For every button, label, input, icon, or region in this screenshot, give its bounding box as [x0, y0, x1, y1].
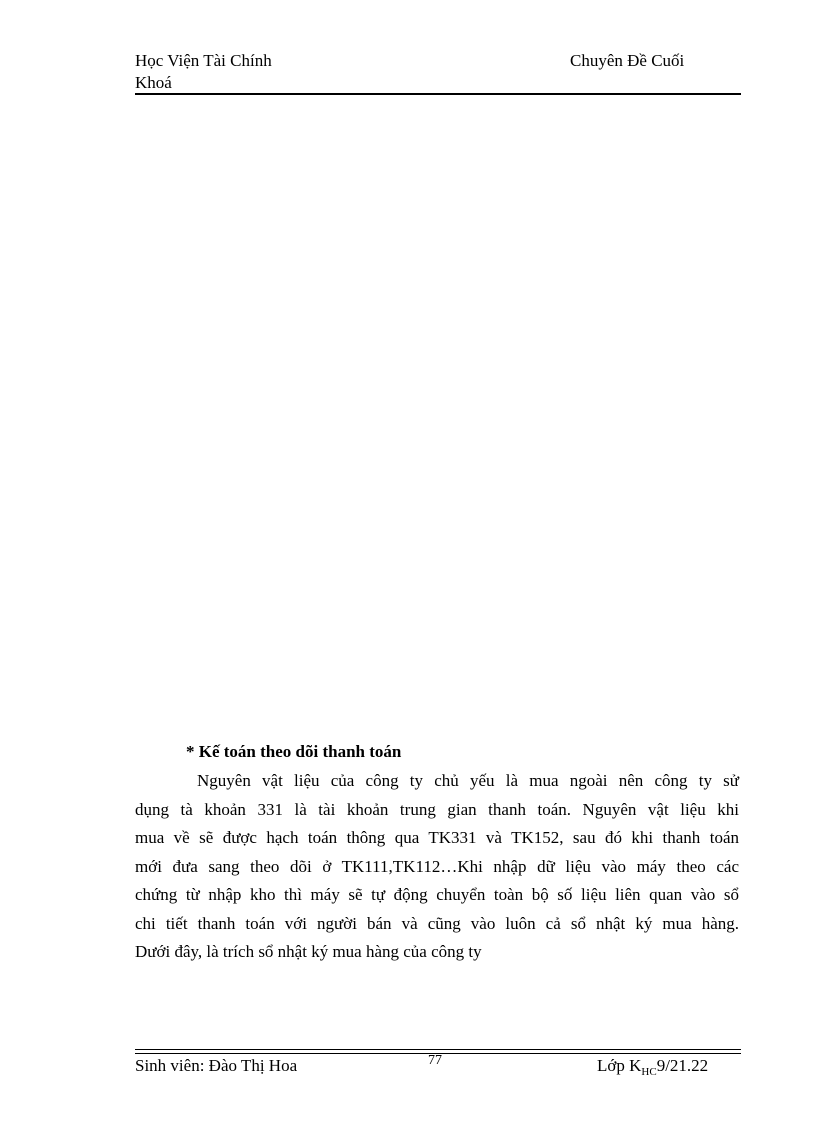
paragraph-line: chi tiết thanh toán với người bán và cũng vào luôn cả sổ nhật ký mua hàng. — [135, 913, 739, 933]
paragraph-line: mới đưa sang theo dõi ở TK111,TK112…Khi nhập dữ liệu vào máy theo các — [135, 856, 739, 876]
header-document-type: Chuyên Đề Cuối — [570, 51, 685, 70]
footer-class-prefix: Lớp K — [597, 1056, 642, 1075]
footer-class-suffix: 9/21.22 — [656, 1056, 709, 1075]
footer-student-name: Sinh viên: Đào Thị Hoa — [135, 1056, 298, 1075]
page-number: 77 — [428, 1053, 442, 1068]
paragraph-line: chứng từ nhập kho thì máy sẽ tự động chuyển toàn bộ số liệu liên quan vào sổ — [135, 885, 739, 904]
header-institution — [135, 50, 272, 94]
header-institution-line1: Học Viện Tài Chính — [135, 51, 272, 70]
paragraph-line: Dưới đây, là trích sổ nhật ký mua hàng của công ty — [135, 942, 482, 961]
header-institution-line2: Khoá — [135, 73, 172, 92]
body-paragraph — [135, 767, 739, 967]
header-rule — [135, 93, 741, 95]
footer-class — [597, 1055, 708, 1083]
paragraph-line: dụng tà khoản 331 là tài khoản trung gian thanh toán. Nguyên vật liệu khi — [135, 799, 739, 819]
footer-rule-top — [135, 1049, 741, 1050]
section-heading: * Kế toán theo dõi thanh toán — [186, 742, 402, 761]
paragraph-line: Nguyên vật liệu của công ty chủ yếu là mua ngoài nên công ty sử — [197, 771, 739, 790]
paragraph-line: mua về sẽ được hạch toán thông qua TK331 và TK152, sau đó khi thanh toán — [135, 828, 739, 847]
footer-class-subscript: HC — [641, 1066, 657, 1078]
